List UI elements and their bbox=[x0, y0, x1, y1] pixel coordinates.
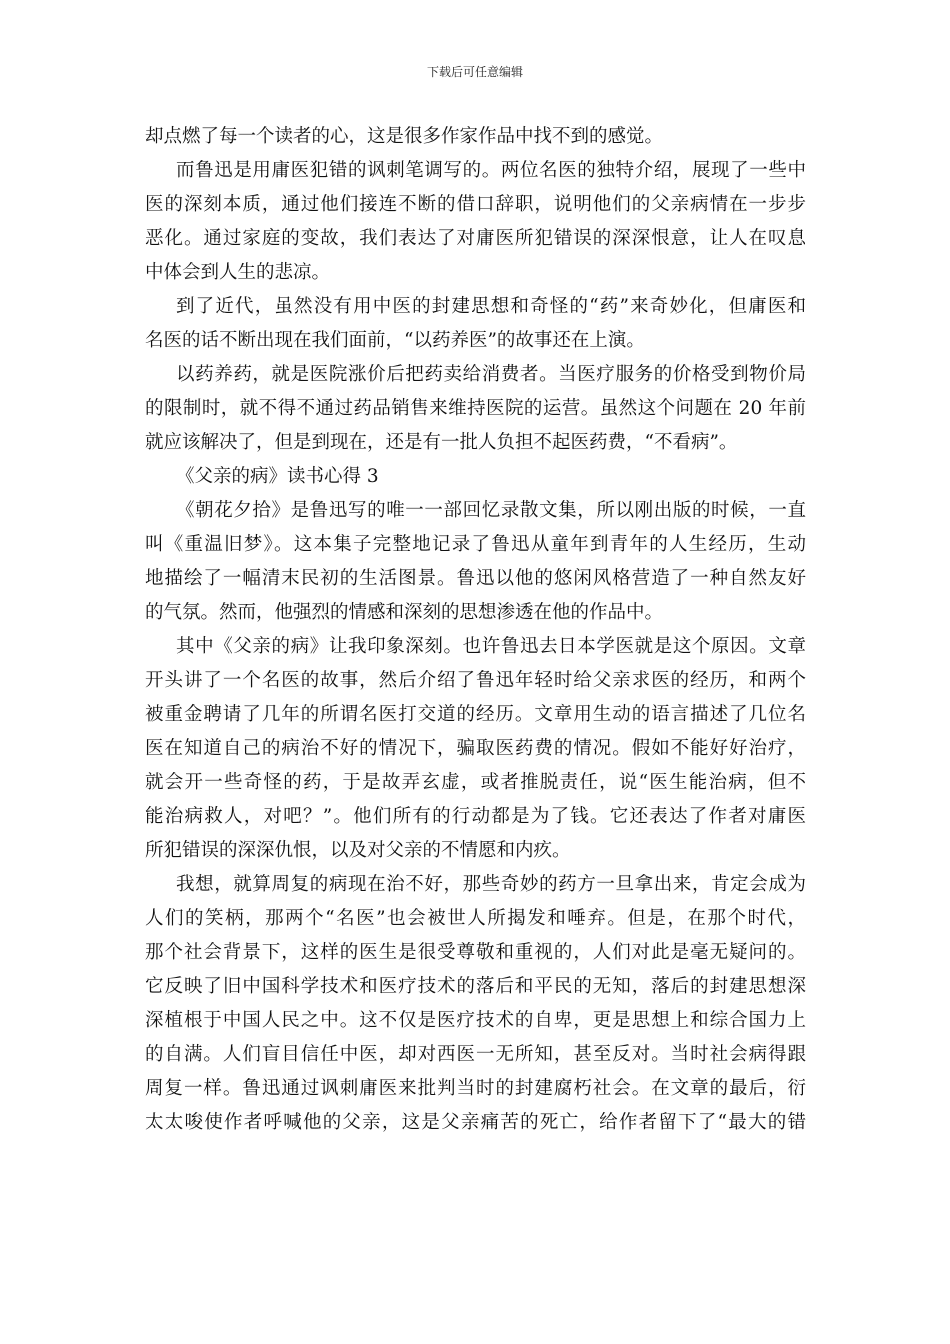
text-line: 人们的笑柄，那两个“名医”也会被世人所揭发和唾弃。但是，在那个时代， bbox=[145, 908, 806, 929]
text-line: 开头讲了一个名医的故事，然后介绍了鲁迅年轻时给父亲求医的经历，和两个 bbox=[145, 670, 806, 691]
text-line: 深植根于中国人民之中。这不仅是医疗技术的自卑，更是思想上和综合国力上 bbox=[145, 1010, 806, 1031]
text-line: 被重金聘请了几年的所谓名医打交道的经历。文章用生动的语言描述了几位名 bbox=[145, 704, 806, 725]
page-header: 下载后可任意编辑 bbox=[426, 65, 523, 79]
text-line: 所犯错误的深深仇恨，以及对父亲的不情愿和内疚。 bbox=[145, 840, 571, 861]
text-line: 其中《父亲的病》让我印象深刻。也许鲁迅去日本学医就是这个原因。文章 bbox=[176, 636, 806, 657]
text-line: 就应该解决了，但是到现在，还是有一批人负担不起医药费，“不看病”。 bbox=[145, 432, 738, 453]
text-line: 医的深刻本质，通过他们接连不断的借口辞职，说明他们的父亲病情在一步步 bbox=[145, 194, 806, 215]
paragraph bbox=[145, 460, 806, 494]
text-line: 的气氛。然而，他强烈的情感和深刻的思想渗透在他的作品中。 bbox=[145, 602, 664, 623]
text-line: 能治病救人，对吧？”。他们所有的行动都是为了钱。它还表达了作者对庸医 bbox=[145, 806, 806, 827]
text-line: 的自满。人们盲目信任中医，却对西医一无所知，甚至反对。当时社会病得跟 bbox=[145, 1044, 806, 1065]
text-line: 叫《重温旧梦》。这本集子完整地记录了鲁迅从童年到青年的人生经历，生动 bbox=[145, 534, 806, 555]
text-line: 名医的话不断出现在我们面前，“以药养医”的故事还在上演。 bbox=[145, 330, 645, 351]
text-line: 它反映了旧中国科学技术和医疗技术的落后和平民的无知，落后的封建思想深 bbox=[145, 976, 806, 997]
text-line: 以药养药，就是医院涨价后把药卖给消费者。当医疗服务的价格受到物价局 bbox=[176, 364, 806, 385]
text-line: 《朝花夕拾》是鲁迅写的唯一一部回忆录散文集，所以刚出版的时候，一直 bbox=[176, 500, 806, 521]
paragraph bbox=[145, 290, 806, 358]
text-line: 医在知道自己的病治不好的情况下，骗取医药费的情况。假如不能好好治疗， bbox=[145, 738, 806, 759]
text-line: 《父亲的病》读书心得 3 bbox=[176, 466, 379, 487]
text-line: 却点燃了每一个读者的心，这是很多作家作品中找不到的感觉。 bbox=[145, 126, 664, 147]
paragraph bbox=[145, 358, 806, 460]
paragraph bbox=[145, 120, 806, 154]
text-line: 我想，就算周复的病现在治不好，那些奇妙的药方一旦拿出来，肯定会成为 bbox=[176, 874, 806, 895]
paragraph bbox=[145, 154, 806, 290]
text-line: 中体会到人生的悲凉。 bbox=[145, 262, 331, 283]
paragraph bbox=[145, 630, 806, 868]
text-line: 而鲁迅是用庸医犯错的讽刺笔调写的。两位名医的独特介绍，展现了一些中 bbox=[176, 160, 806, 181]
text-line: 到了近代，虽然没有用中医的封建思想和奇怪的“药”来奇妙化，但庸医和 bbox=[176, 296, 806, 317]
text-line: 的限制时，就不得不通过药品销售来维持医院的运营。虽然这个问题在 20 年前 bbox=[145, 398, 806, 419]
paragraph bbox=[145, 868, 806, 1140]
text-line: 周复一样。鲁迅通过讽刺庸医来批判当时的封建腐朽社会。在文章的最后，衍 bbox=[145, 1078, 806, 1099]
text-line: 就会开一些奇怪的药，于是故弄玄虚，或者推脱责任，说“医生能治病，但不 bbox=[145, 772, 806, 793]
text-line: 恶化。通过家庭的变故，我们表达了对庸医所犯错误的深深恨意，让人在叹息 bbox=[145, 228, 806, 249]
text-line: 太太唆使作者呼喊他的父亲，这是父亲痛苦的死亡，给作者留下了“最大的错 bbox=[145, 1112, 806, 1133]
document-body bbox=[145, 120, 806, 1140]
text-line: 地描绘了一幅清末民初的生活图景。鲁迅以他的悠闲风格营造了一种自然友好 bbox=[145, 568, 806, 589]
paragraph bbox=[145, 494, 806, 630]
text-line: 那个社会背景下，这样的医生是很受尊敬和重视的，人们对此是毫无疑问的。 bbox=[145, 942, 806, 963]
